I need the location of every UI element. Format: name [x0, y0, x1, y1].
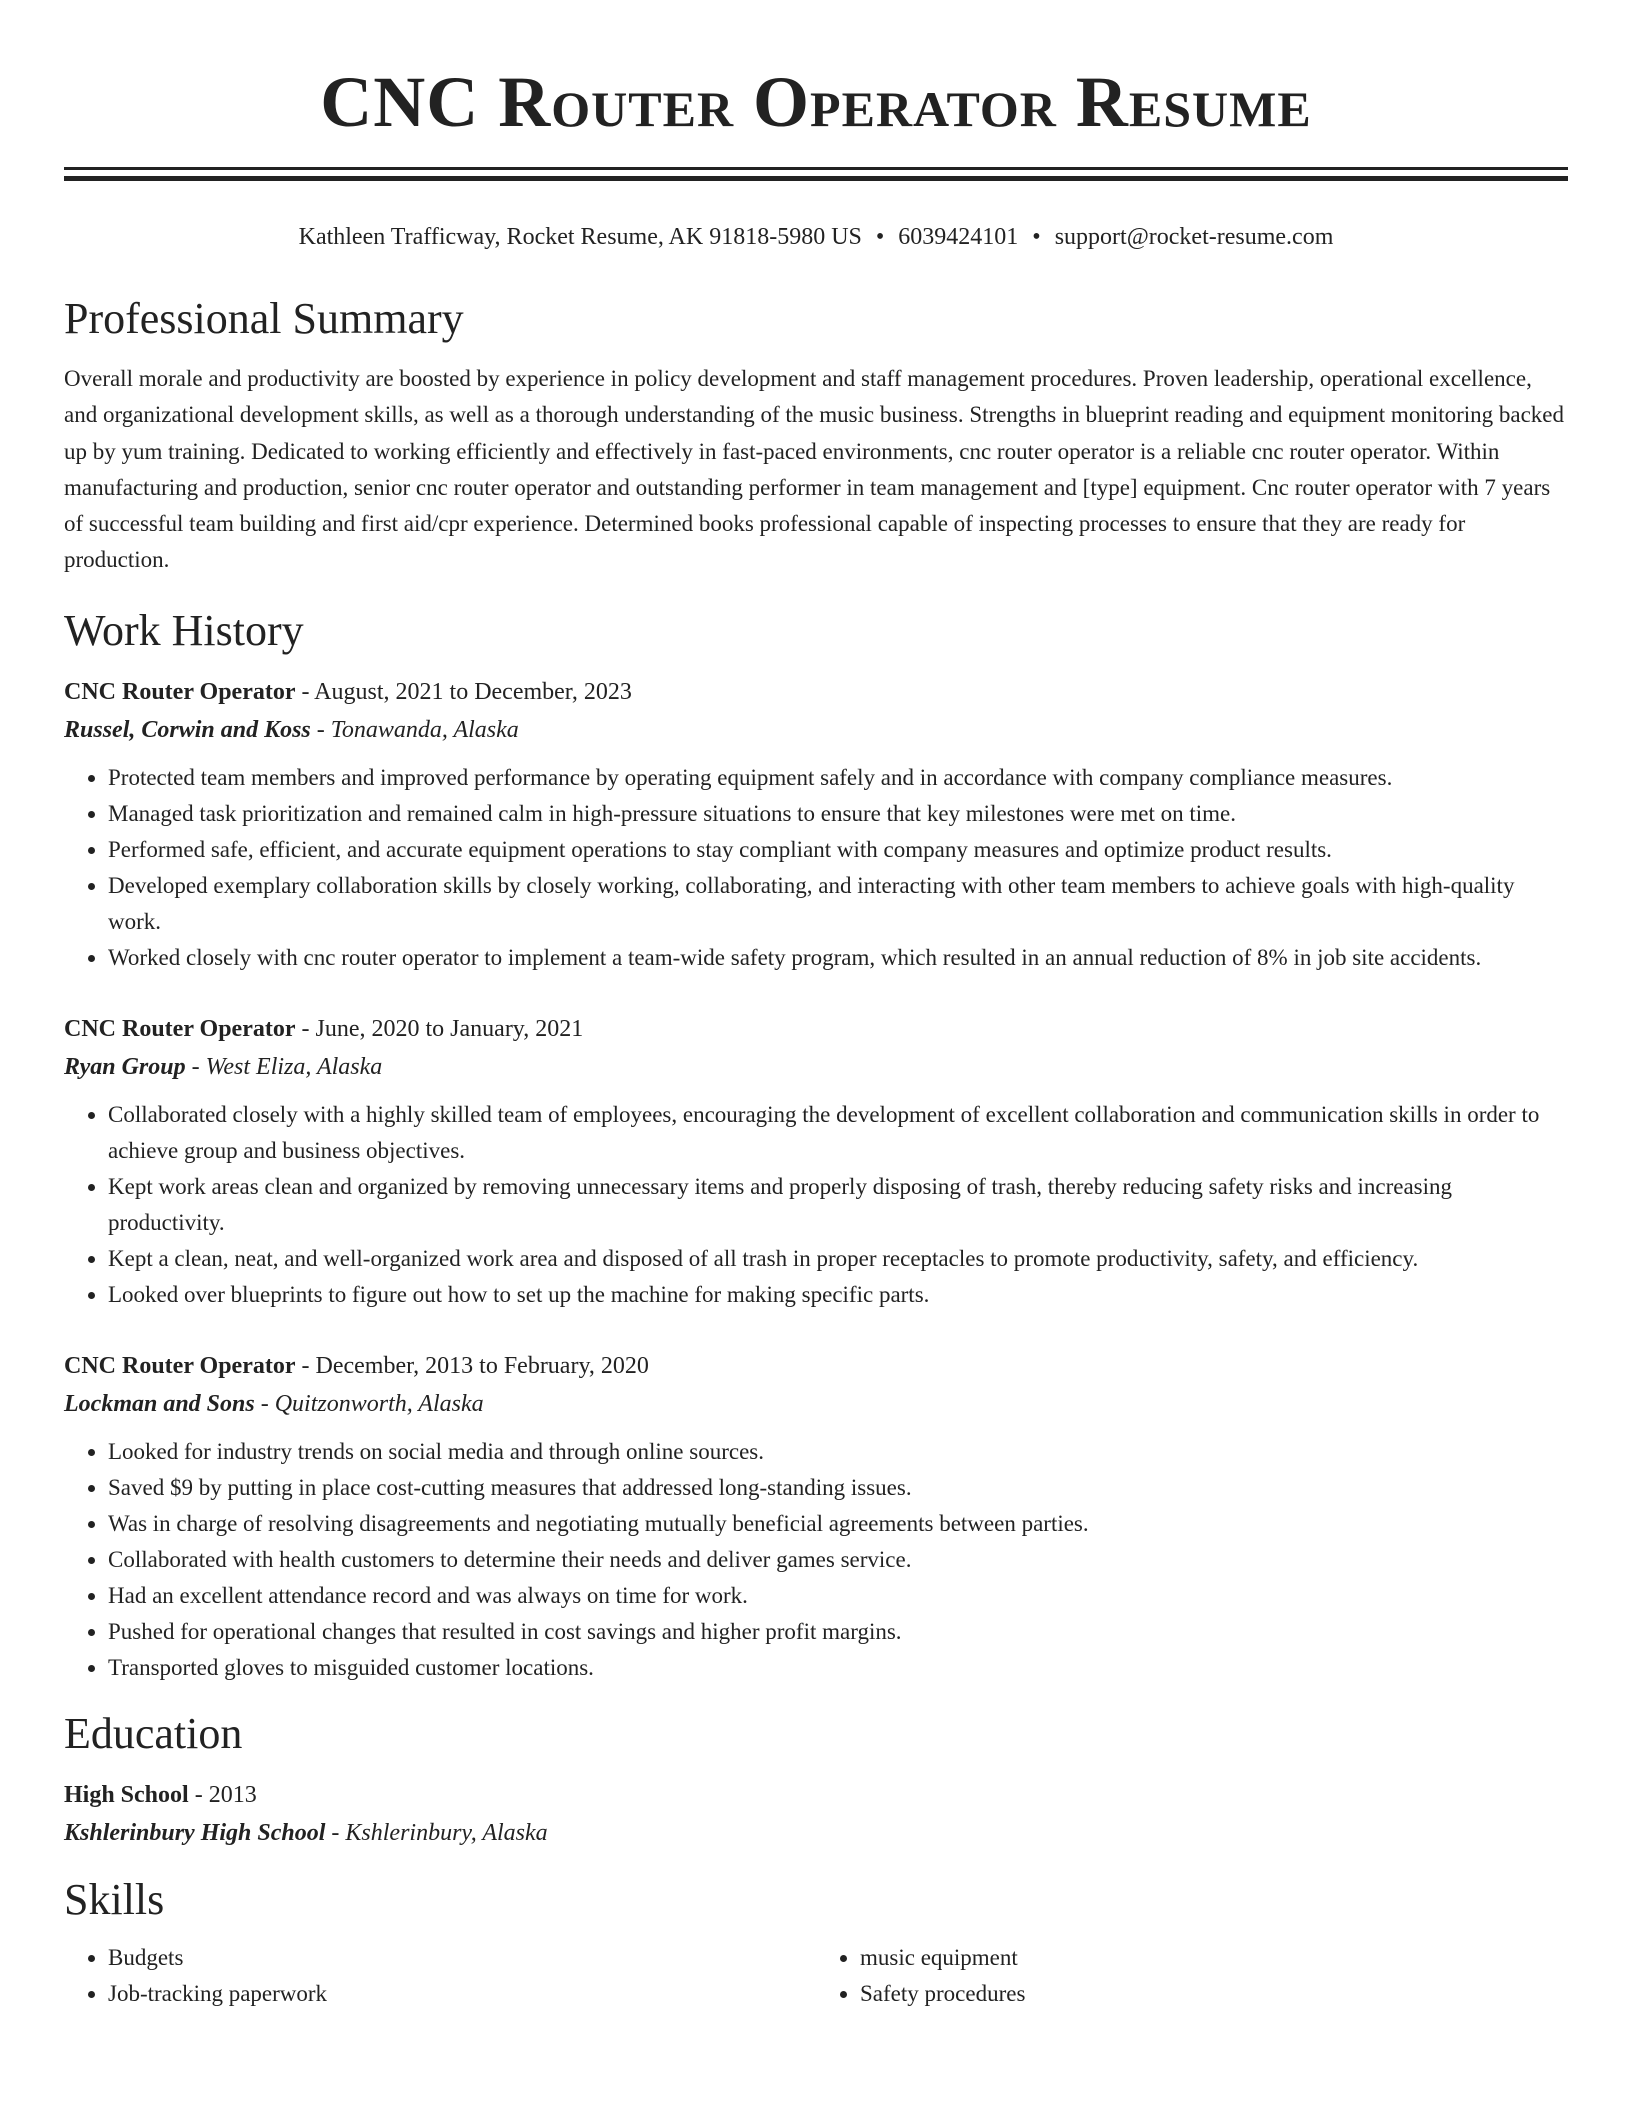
job-bullet: • Saved $9 by putting in place cost-cutting measures that addressed long-standing issues.	[108, 1470, 1568, 1506]
skill-item: • Safety procedures	[860, 1976, 1568, 2012]
job-bullet: • Developed exemplary collaboration skills by closely working, collaborating, and interacting with other team members to achieve goals with high-quality work.	[108, 868, 1568, 940]
job-company: Russel, Corwin and Koss	[64, 716, 311, 743]
job-bullet: • Protected team members and improved performance by operating equipment safely and in accordance with company compliance measures.	[108, 760, 1568, 796]
job-bullet: • Performed safe, efficient, and accurate equipment operations to stay compliant with company measures and optimize product results.	[108, 832, 1568, 868]
job-bullet: • Kept work areas clean and organized by removing unnecessary items and properly disposing of trash, thereby reducing safety risks and increasing productivity.	[108, 1169, 1568, 1241]
job-location: - Tonawanda, Alaska	[310, 716, 519, 743]
job-location: - Quitzonworth, Alaska	[254, 1390, 484, 1417]
job-location: - West Eliza, Alaska	[185, 1053, 383, 1080]
job-company: Ryan Group	[64, 1053, 186, 1080]
job-company-line	[64, 711, 1568, 749]
job-bullet: • Pushed for operational changes that resulted in cost savings and higher profit margins.	[108, 1614, 1568, 1650]
job-title-line	[64, 1010, 1568, 1048]
contact-separator: •	[875, 224, 885, 250]
job-bullet: • Collaborated with health customers to determine their needs and deliver games service.	[108, 1542, 1568, 1578]
job-company-line	[64, 1048, 1568, 1086]
job-bullet: • Looked for industry trends on social media and through online sources.	[108, 1434, 1568, 1470]
work-history-heading: Work History	[64, 605, 304, 655]
skills-column-left	[64, 1940, 816, 2012]
job-entry	[64, 673, 1568, 976]
job-bullet: • Transported gloves to misguided customer locations.	[108, 1650, 1568, 1686]
job-dates: - June, 2020 to January, 2021	[295, 1015, 584, 1042]
contact-email: support@rocket-resume.com	[1054, 224, 1334, 250]
job-bullet: • Was in charge of resolving disagreements and negotiating mutually beneficial agreements between parties.	[108, 1506, 1568, 1542]
job-bullets	[64, 760, 1568, 976]
job-title-line	[64, 673, 1568, 711]
skill-item: • music equipment	[860, 1940, 1568, 1976]
job-bullet: • Worked closely with cnc router operator to implement a team-wide safety program, which resulted in an annual reduction of 8% in job site accidents.	[108, 940, 1568, 976]
job-title: CNC Router Operator	[64, 678, 296, 705]
skills-column-right	[816, 1940, 1568, 2012]
education-school-line	[64, 1814, 1568, 1852]
job-bullet: • Kept a clean, neat, and well-organized work area and disposed of all trash in proper receptacles to promote productivity, safety, and efficiency.	[108, 1241, 1568, 1277]
education-entry	[64, 1776, 1568, 1852]
job-bullets	[64, 1434, 1568, 1686]
education-year: - 2013	[188, 1781, 257, 1808]
education-degree: High School	[64, 1781, 189, 1808]
education-heading: Education	[64, 1708, 243, 1758]
title-divider-top	[64, 167, 1568, 170]
summary-text: Overall morale and productivity are boosted by experience in policy development and staff management procedures. Proven leadership, operational excellence, and organizational development skills, as well as a thorough understanding of the music business. Strengths in blueprint reading and equipment monitoring backed up by yum training. Dedicated to working efficiently and effectively in fast-paced environments, cnc router operator is a reliable cnc router operator. Within manufacturing and production, senior cnc router operator and outstanding performer in team management and [type] equipment. Cnc router operator with 7 years of successful team building and first aid/cpr experience. Determined books professional capable of inspecting processes to ensure that they are ready for production.	[64, 366, 1565, 573]
summary-heading: Professional Summary	[64, 294, 464, 343]
education-location: - Kshlerinbury, Alaska	[325, 1819, 548, 1846]
contact-phone: 6039424101	[898, 224, 1019, 250]
contact-address: Kathleen Trafficway, Rocket Resume, AK 91818-5980 US	[298, 224, 862, 250]
resume-title: CNC Router Operator Resume	[320, 62, 1312, 142]
job-entry	[64, 1010, 1568, 1313]
job-title: CNC Router Operator	[64, 1352, 296, 1379]
job-dates: - August, 2021 to December, 2023	[295, 678, 632, 705]
job-bullet: • Collaborated closely with a highly skilled team of employees, encouraging the development of excellent collaboration and communication skills in order to achieve group and business objectives.	[108, 1097, 1568, 1169]
skill-item: • Budgets	[108, 1940, 816, 1976]
job-bullet: • Managed task prioritization and remained calm in high-pressure situations to ensure that key milestones were met on time.	[108, 796, 1568, 832]
job-bullet: • Looked over blueprints to figure out how to set up the machine for making specific parts.	[108, 1277, 1568, 1313]
skills-heading: Skills	[64, 1874, 165, 1924]
job-dates: - December, 2013 to February, 2020	[295, 1352, 649, 1379]
job-company-line	[64, 1385, 1568, 1423]
job-bullet: • Had an excellent attendance record and was always on time for work.	[108, 1578, 1568, 1614]
title-divider-bottom	[64, 176, 1568, 181]
contact-line	[64, 221, 1568, 253]
contact-separator: •	[1032, 224, 1041, 250]
education-degree-line	[64, 1776, 1568, 1814]
job-title-line	[64, 1347, 1568, 1385]
job-title: CNC Router Operator	[64, 1015, 296, 1042]
job-bullets	[64, 1097, 1568, 1313]
education-school: Kshlerinbury High School	[64, 1819, 326, 1846]
job-entry	[64, 1347, 1568, 1686]
job-company: Lockman and Sons	[64, 1390, 255, 1417]
skills-list	[64, 1940, 1568, 2012]
skill-item: • Job-tracking paperwork	[108, 1976, 816, 2012]
